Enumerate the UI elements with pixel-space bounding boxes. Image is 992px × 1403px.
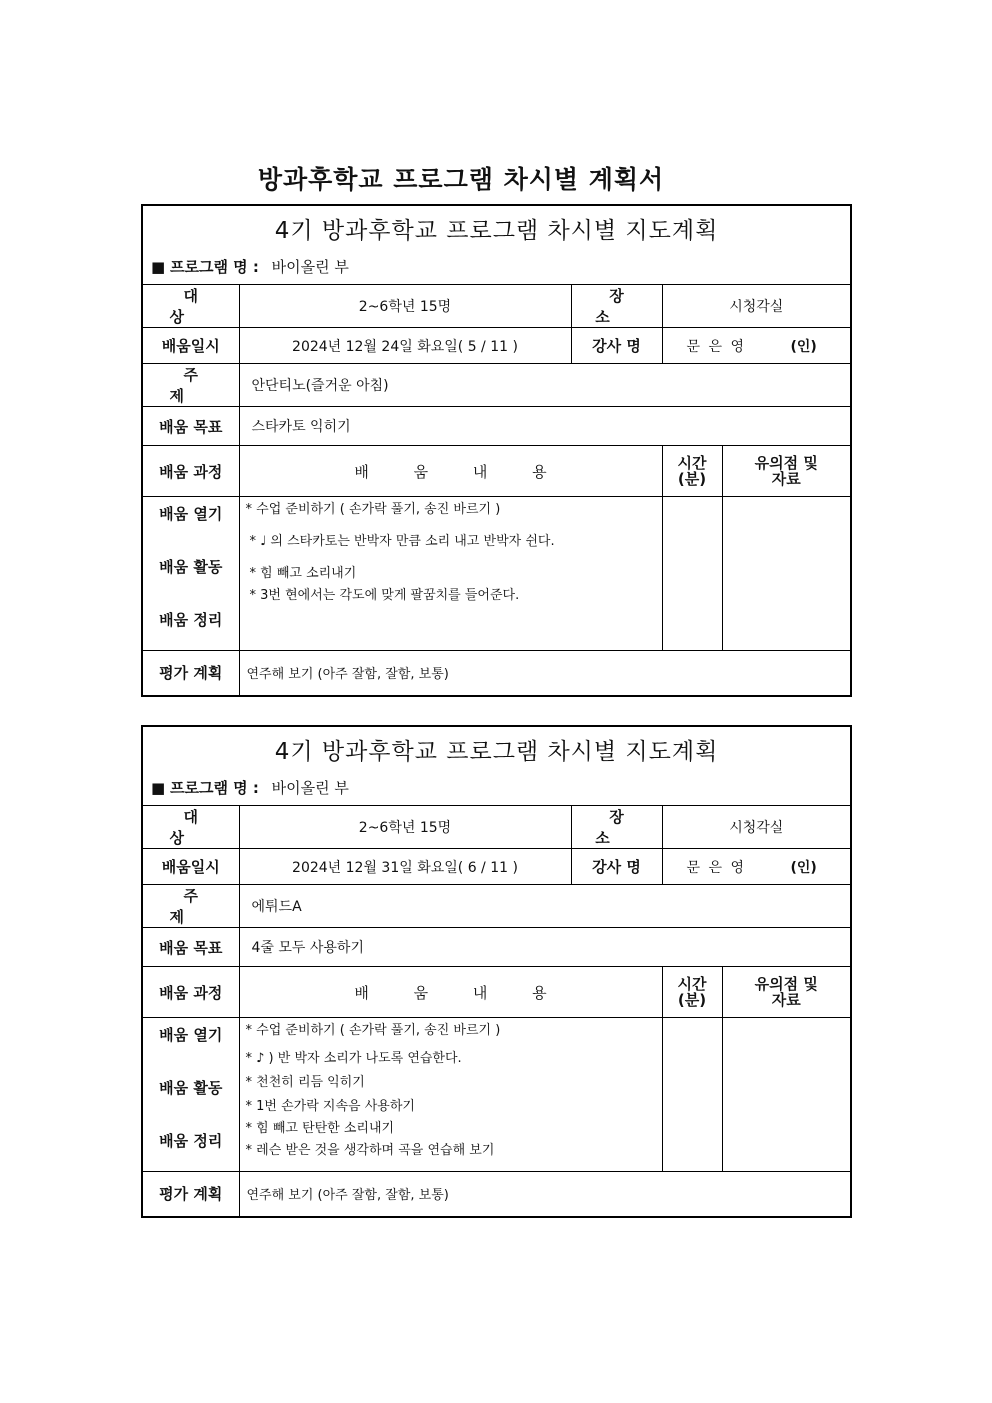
- eval-value: 연주해 보기 (아주 잘함, 잘함, 보통): [239, 651, 850, 695]
- topic-value: 에튀드A: [239, 885, 850, 928]
- goal-label: 배움 목표: [143, 407, 239, 446]
- program-name: 바이올린 부: [271, 258, 349, 276]
- teacher-cell: [662, 328, 850, 364]
- content-item: * ♩ 의 스타카토는 반박자 만큼 소리 내고 반박자 쉰다.: [249, 534, 555, 549]
- content-cell: [239, 497, 662, 651]
- content-cell: [239, 1018, 662, 1172]
- seal-mark: (인): [790, 338, 817, 355]
- program-name: 바이올린 부: [271, 779, 349, 797]
- target-value: 2~6학년 15명: [239, 806, 571, 849]
- time-cell: [662, 497, 722, 651]
- plan-title: 4기 방과후학교 프로그램 차시별 지도계획: [274, 218, 719, 244]
- target-label: 대 상: [143, 806, 239, 849]
- process-header-row: [143, 967, 850, 1018]
- date-value: 2024년 12월 24일 화요일( 5 / 11 ): [239, 328, 571, 364]
- content-item: * ♪ ) 반 박자 소리가 나도록 연습한다.: [245, 1051, 462, 1066]
- goal-value: 4줄 모두 사용하기: [239, 928, 850, 967]
- place-value: 시청각실: [662, 806, 850, 849]
- stage-closing: 배움 정리: [159, 1132, 223, 1150]
- notes-header: 유의점 및 자료: [722, 967, 850, 1018]
- date-row: [143, 849, 850, 885]
- process-label: 배움 과정: [143, 967, 239, 1018]
- square-bullet-icon: ■: [151, 779, 166, 797]
- stage-closing: 배움 정리: [159, 611, 223, 629]
- topic-row: [143, 885, 850, 928]
- date-label: 배움일시: [143, 849, 239, 885]
- square-bullet-icon: ■: [151, 258, 166, 276]
- plan-table: [143, 806, 850, 1216]
- topic-label: 주 제: [143, 885, 239, 928]
- content-label: 배 움 내 용: [239, 967, 662, 1018]
- content-item: * 3번 현에서는 각도에 맞게 팔꿈치를 들어준다.: [249, 588, 520, 603]
- program-line: [151, 777, 349, 798]
- stage-activity: 배움 활동: [159, 558, 223, 576]
- content-item: * 힘 빼고 탄탄한 소리내기: [245, 1121, 395, 1136]
- process-row: [143, 497, 850, 651]
- lesson-plan-2: [141, 725, 852, 1218]
- date-row: [143, 328, 850, 364]
- stage-opening: 배움 열기: [159, 1026, 223, 1044]
- content-item: * 수업 준비하기 ( 손가락 풀기, 송진 바르기 ): [245, 502, 501, 517]
- topic-row: [143, 364, 850, 407]
- document-title: 방과후학교 프로그램 차시별 계획서: [257, 165, 665, 194]
- program-label: 프로그램 명 :: [169, 258, 259, 276]
- target-row: [143, 806, 850, 849]
- content-item: * 수업 준비하기 ( 손가락 풀기, 송진 바르기 ): [245, 1023, 501, 1038]
- notes-cell: [722, 497, 850, 651]
- topic-value: 안단티노(즐거운 아침): [239, 364, 850, 407]
- time-cell: [662, 1018, 722, 1172]
- stage-cell: [143, 497, 239, 651]
- stage-cell: [143, 1018, 239, 1172]
- eval-label: 평가 계획: [143, 651, 239, 695]
- eval-value: 연주해 보기 (아주 잘함, 잘함, 보통): [239, 1172, 850, 1216]
- content-item: * 레슨 받은 것을 생각하며 곡을 연습해 보기: [245, 1143, 495, 1158]
- program-line: [151, 256, 349, 277]
- date-label: 배움일시: [143, 328, 239, 364]
- plan-table: [143, 285, 850, 695]
- notes-cell: [722, 1018, 850, 1172]
- content-item: * 1번 손가락 지속음 사용하기: [245, 1099, 415, 1114]
- goal-value: 스타카토 익히기: [239, 407, 850, 446]
- eval-label: 평가 계획: [143, 1172, 239, 1216]
- content-item: * 천천히 리듬 익히기: [245, 1075, 365, 1090]
- goal-label: 배움 목표: [143, 928, 239, 967]
- target-row: [143, 285, 850, 328]
- content-label: 배 움 내 용: [239, 446, 662, 497]
- date-value: 2024년 12월 31일 화요일( 6 / 11 ): [239, 849, 571, 885]
- teacher-value: 문 은 영: [686, 859, 746, 876]
- notes-header: 유의점 및 자료: [722, 446, 850, 497]
- lesson-plan-1: [141, 204, 852, 697]
- teacher-label: 강사 명: [571, 328, 662, 364]
- place-label: 장 소: [571, 285, 662, 328]
- program-label: 프로그램 명 :: [169, 779, 259, 797]
- topic-label: 주 제: [143, 364, 239, 407]
- teacher-value: 문 은 영: [686, 338, 746, 355]
- time-header: 시간 (분): [662, 446, 722, 497]
- goal-row: [143, 407, 850, 446]
- process-header-row: [143, 446, 850, 497]
- goal-row: [143, 928, 850, 967]
- target-value: 2~6학년 15명: [239, 285, 571, 328]
- eval-row: [143, 1172, 850, 1216]
- teacher-cell: [662, 849, 850, 885]
- stage-opening: 배움 열기: [159, 505, 223, 523]
- teacher-label: 강사 명: [571, 849, 662, 885]
- process-label: 배움 과정: [143, 446, 239, 497]
- time-header: 시간 (분): [662, 967, 722, 1018]
- place-value: 시청각실: [662, 285, 850, 328]
- content-item: * 힘 빼고 소리내기: [249, 566, 357, 581]
- plan-header: [143, 206, 850, 285]
- plan-header: [143, 727, 850, 806]
- plan-title: 4기 방과후학교 프로그램 차시별 지도계획: [274, 739, 719, 765]
- stage-activity: 배움 활동: [159, 1079, 223, 1097]
- place-label: 장 소: [571, 806, 662, 849]
- target-label: 대 상: [143, 285, 239, 328]
- process-row: [143, 1018, 850, 1172]
- seal-mark: (인): [790, 859, 817, 876]
- eval-row: [143, 651, 850, 695]
